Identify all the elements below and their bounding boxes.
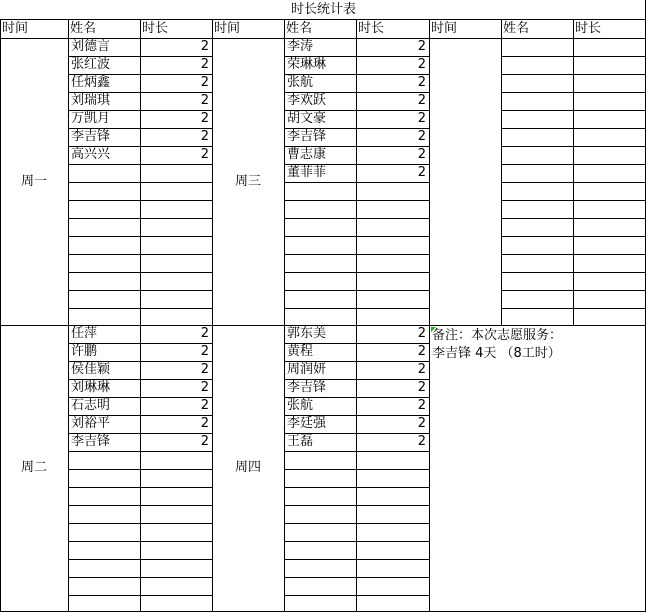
day-label: 周三 xyxy=(234,174,261,189)
hours-cell: 2 xyxy=(200,326,209,341)
name-cell: 李廷强 xyxy=(287,416,327,431)
name-cell: 李吉锋 xyxy=(71,434,111,449)
hours-cell: 2 xyxy=(417,165,426,180)
name-cell: 张航 xyxy=(287,398,314,413)
day-label: 周四 xyxy=(234,460,261,475)
hours-cell: 2 xyxy=(200,75,209,90)
grid-line xyxy=(68,182,213,183)
name-cell: 任炳鑫 xyxy=(71,75,111,90)
grid-line xyxy=(501,182,646,183)
name-cell: 黄程 xyxy=(287,344,314,359)
column-header-name: 姓名 xyxy=(503,21,530,36)
hours-cell: 2 xyxy=(417,57,426,72)
name-cell: 荣琳琳 xyxy=(287,57,327,72)
grid-line xyxy=(68,451,213,452)
grid-line xyxy=(501,56,646,57)
grid-line xyxy=(501,110,646,111)
name-cell: 刘裕平 xyxy=(71,416,111,431)
hours-cell: 2 xyxy=(417,434,426,449)
day-label: 周一 xyxy=(20,174,47,189)
hours-cell: 2 xyxy=(417,362,426,377)
grid-line xyxy=(501,236,646,237)
grid-line xyxy=(284,505,430,506)
name-cell: 万凯月 xyxy=(71,111,111,126)
grid-line xyxy=(284,254,430,255)
grid-line xyxy=(501,74,646,75)
hours-cell: 2 xyxy=(417,398,426,413)
column-header-name: 姓名 xyxy=(286,21,313,36)
header-top-line xyxy=(0,19,646,20)
hours-cell: 2 xyxy=(417,344,426,359)
grid-line xyxy=(284,523,430,524)
column-header-name: 姓名 xyxy=(70,21,97,36)
hours-cell: 2 xyxy=(200,434,209,449)
name-cell: 张航 xyxy=(287,75,314,90)
grid-line xyxy=(501,38,646,39)
hours-cell: 2 xyxy=(417,380,426,395)
grid-line xyxy=(501,146,646,147)
hours-cell: 2 xyxy=(417,129,426,144)
name-cell: 曹志康 xyxy=(287,147,327,162)
grid-line xyxy=(284,451,430,452)
hours-cell: 2 xyxy=(200,398,209,413)
grid-line xyxy=(501,290,646,291)
grid-line xyxy=(68,559,213,560)
hours-cell: 2 xyxy=(417,93,426,108)
grid-line xyxy=(284,469,430,470)
grid-line xyxy=(284,487,430,488)
grid-line xyxy=(501,19,502,326)
hours-cell: 2 xyxy=(417,416,426,431)
grid-line xyxy=(284,308,430,309)
hours-cell: 2 xyxy=(200,416,209,431)
day-label: 周二 xyxy=(20,460,47,475)
column-header-hours: 时长 xyxy=(358,21,385,36)
name-cell: 石志明 xyxy=(71,398,111,413)
grid-line xyxy=(501,254,646,255)
grid-line xyxy=(68,308,213,309)
name-cell: 刘瑞琪 xyxy=(71,93,111,108)
name-cell: 周润妍 xyxy=(287,362,327,377)
grid-line xyxy=(501,218,646,219)
grid-line xyxy=(0,19,1,612)
grid-line xyxy=(68,272,213,273)
column-header-hours: 时长 xyxy=(575,21,602,36)
grid-line xyxy=(284,559,430,560)
grid-line xyxy=(284,236,430,237)
grid-line xyxy=(501,164,646,165)
name-cell: 郭东美 xyxy=(287,326,327,341)
column-header-hours: 时长 xyxy=(142,21,169,36)
grid-line xyxy=(284,577,430,578)
grid-line xyxy=(68,254,213,255)
grid-line xyxy=(501,272,646,273)
grid-line xyxy=(501,128,646,129)
name-cell: 刘德言 xyxy=(71,39,111,54)
grid-line xyxy=(284,541,430,542)
name-cell: 李涛 xyxy=(287,39,314,54)
grid-line xyxy=(68,164,213,165)
hours-cell: 2 xyxy=(200,147,209,162)
grid-line xyxy=(284,182,430,183)
hours-cell: 2 xyxy=(200,39,209,54)
name-cell: 王磊 xyxy=(287,434,314,449)
hours-cell: 2 xyxy=(417,326,426,341)
grid-line xyxy=(501,92,646,93)
sheet-title: 时长统计表 xyxy=(290,2,356,17)
column-header-time: 时间 xyxy=(2,21,29,36)
grid-line xyxy=(501,308,646,309)
hours-cell: 2 xyxy=(417,111,426,126)
grid-line xyxy=(68,523,213,524)
grid-line xyxy=(68,505,213,506)
hours-cell: 2 xyxy=(200,57,209,72)
name-cell: 胡文豪 xyxy=(287,111,327,126)
grid-line xyxy=(68,236,213,237)
grid-line xyxy=(68,200,213,201)
name-cell: 李吉锋 xyxy=(287,129,327,144)
name-cell: 董菲菲 xyxy=(287,165,327,180)
name-cell: 李吉锋 xyxy=(71,129,111,144)
column-header-time: 时间 xyxy=(214,21,241,36)
grid-line xyxy=(501,200,646,201)
grid-line xyxy=(68,469,213,470)
hours-cell: 2 xyxy=(200,129,209,144)
hours-cell: 2 xyxy=(200,344,209,359)
name-cell: 许鹏 xyxy=(71,344,98,359)
grid-line xyxy=(284,218,430,219)
grid-line xyxy=(68,541,213,542)
grid-line xyxy=(284,595,430,596)
hours-cell: 2 xyxy=(200,362,209,377)
hours-cell: 2 xyxy=(417,147,426,162)
hours-cell: 2 xyxy=(200,380,209,395)
name-cell: 高兴兴 xyxy=(71,147,111,162)
grid-line xyxy=(68,595,213,596)
hours-cell: 2 xyxy=(200,111,209,126)
note-line-2: 李吉锋 4天 （8工时） xyxy=(432,346,561,361)
column-header-time: 时间 xyxy=(431,21,458,36)
comment-marker-icon xyxy=(431,327,436,332)
name-cell: 任萍 xyxy=(71,326,98,341)
grid-line xyxy=(284,272,430,273)
hours-cell: 2 xyxy=(417,75,426,90)
name-cell: 李吉锋 xyxy=(287,380,327,395)
grid-line xyxy=(68,218,213,219)
name-cell: 刘琳琳 xyxy=(71,380,111,395)
note-line-1: 备注：本次志愿服务： xyxy=(432,328,563,343)
grid-line xyxy=(573,19,574,326)
grid-line xyxy=(284,200,430,201)
grid-line xyxy=(68,290,213,291)
grid-line xyxy=(68,577,213,578)
grid-line xyxy=(68,487,213,488)
hours-cell: 2 xyxy=(200,93,209,108)
name-cell: 侯佳颖 xyxy=(71,362,111,377)
hours-cell: 2 xyxy=(417,39,426,54)
name-cell: 李欢跃 xyxy=(287,93,327,108)
grid-line xyxy=(284,290,430,291)
name-cell: 张红波 xyxy=(71,57,111,72)
